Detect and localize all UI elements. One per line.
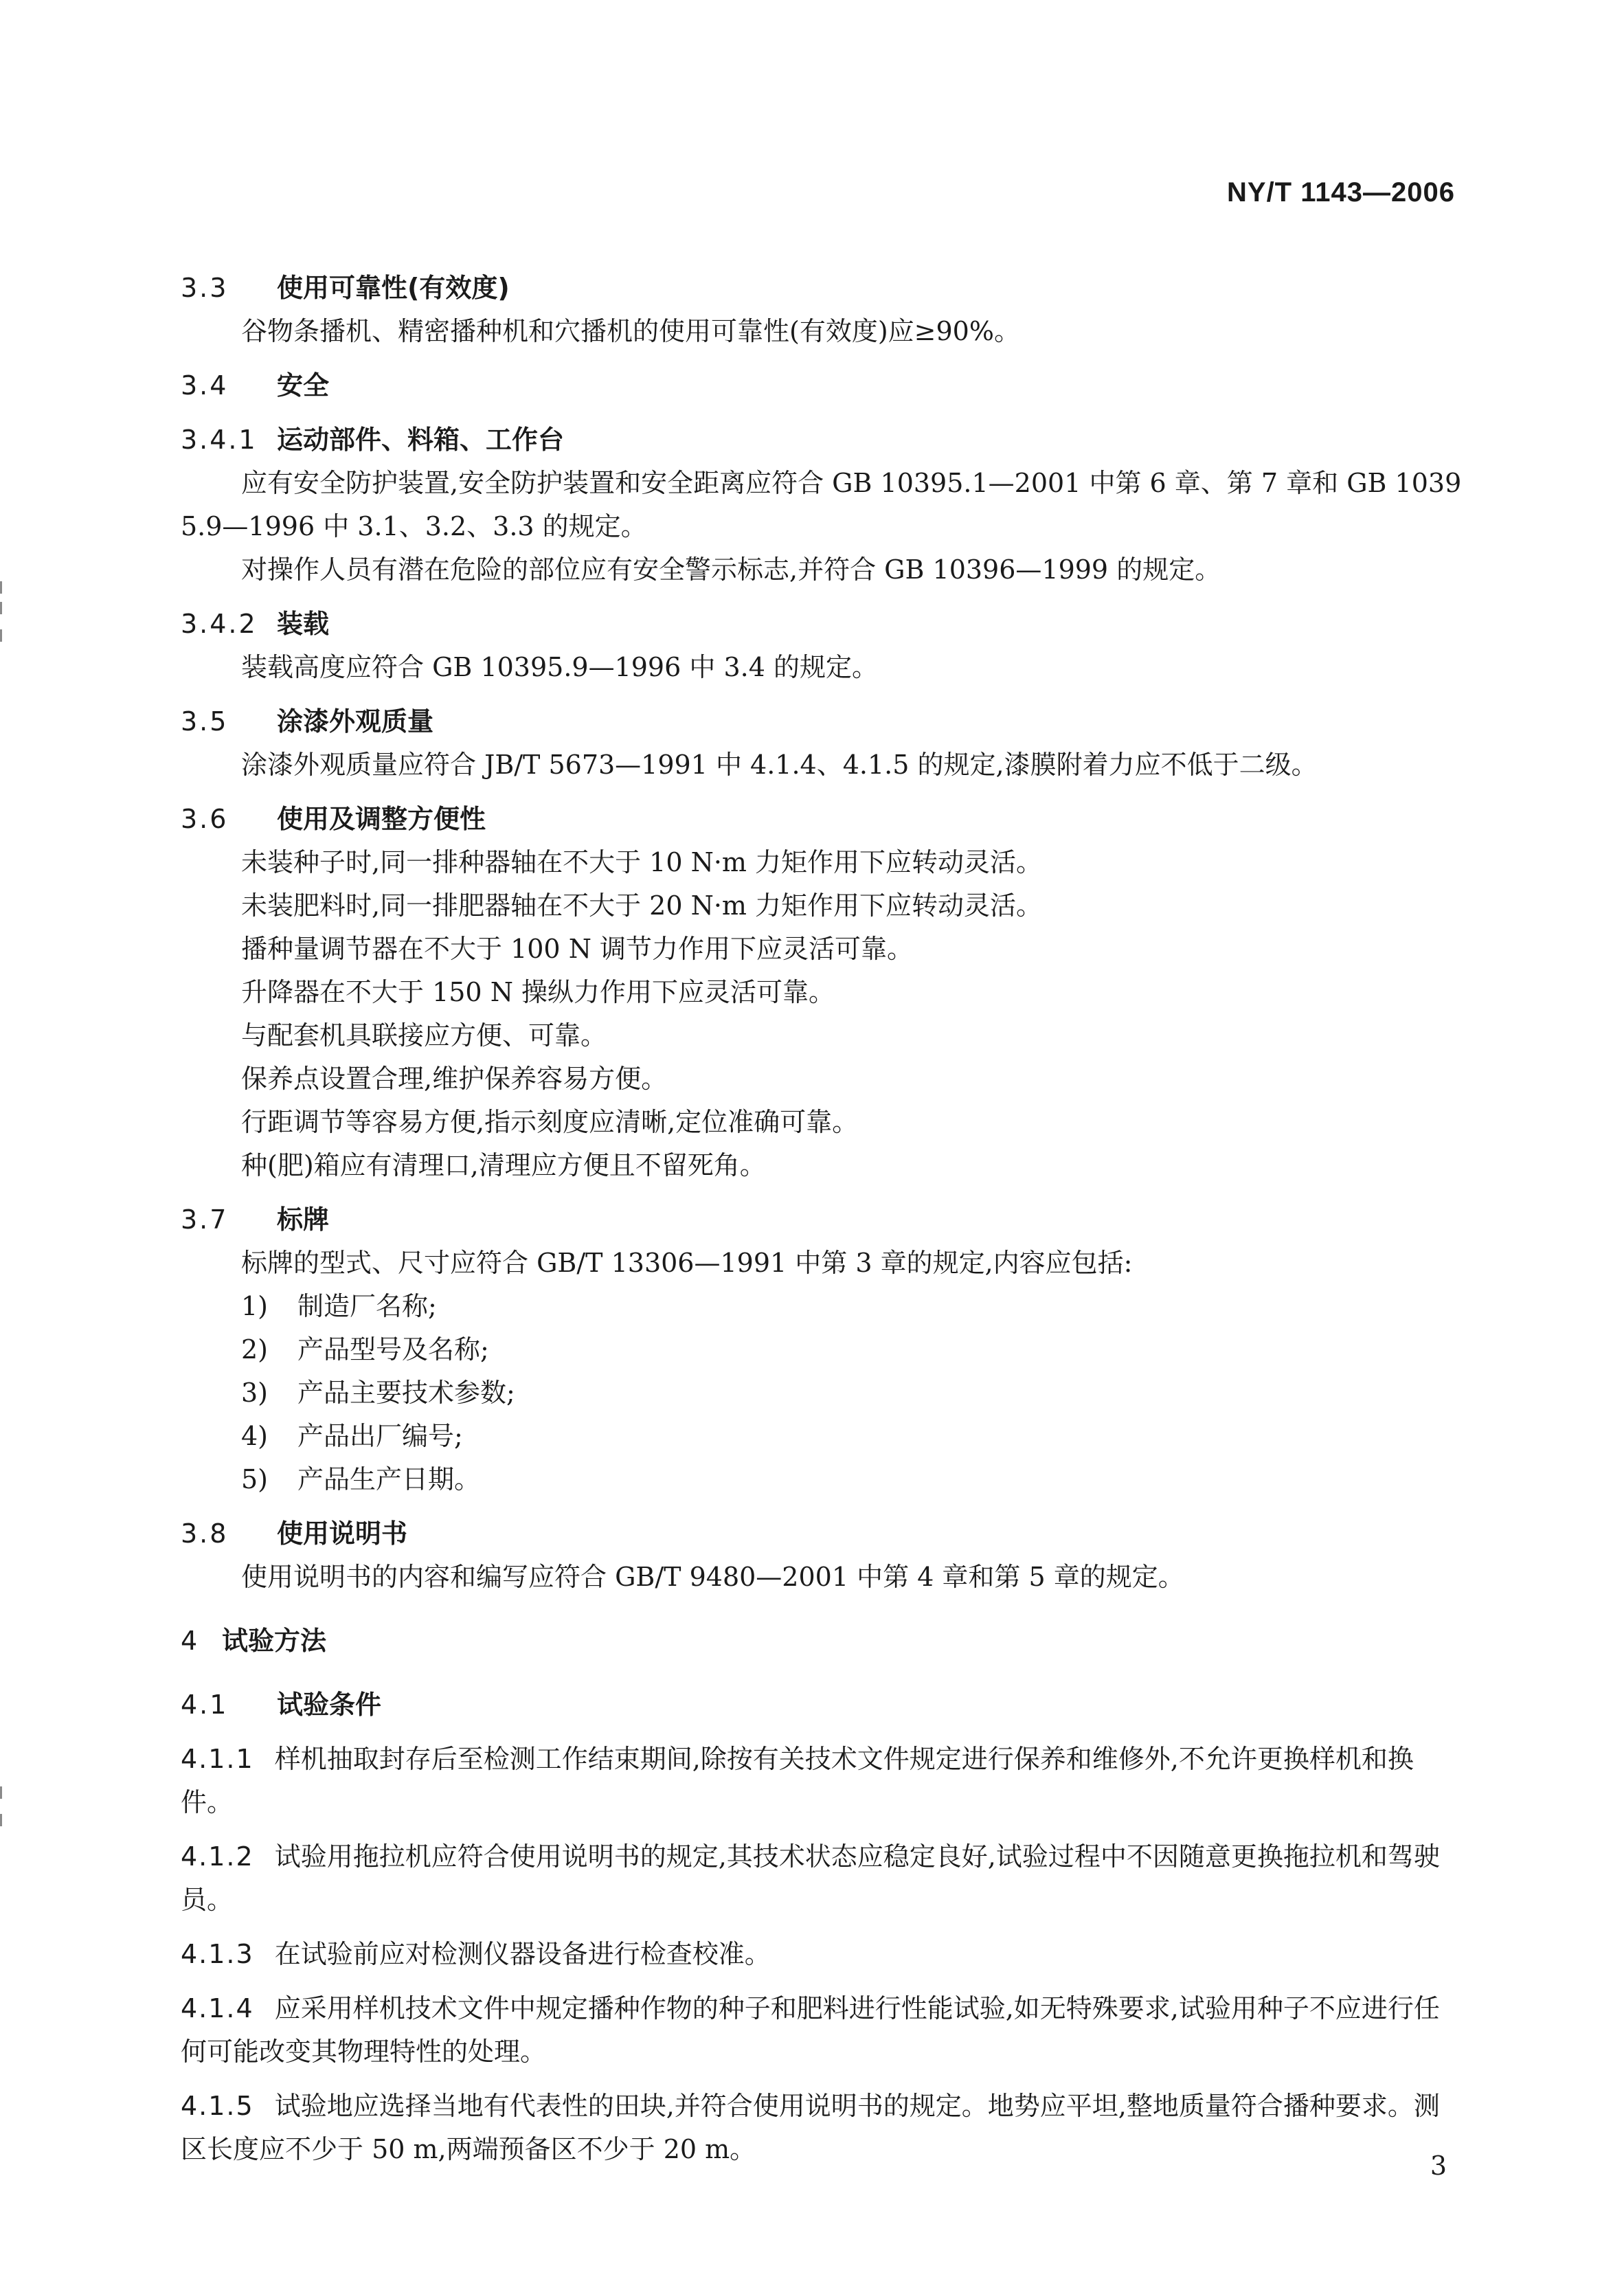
section-number: 3.4 <box>181 370 229 401</box>
scan-edge-mark <box>0 629 2 642</box>
list-item <box>181 1328 1464 1371</box>
list-item <box>181 1415 1464 1458</box>
scan-edge-mark <box>0 1786 2 1799</box>
list-item-text: 产品生产日期。 <box>297 1464 481 1494</box>
section-heading <box>181 1683 1464 1727</box>
section-number: 3.5 <box>181 706 229 737</box>
paragraph: 应有安全防护装置,安全防护装置和安全距离应符合 GB 10395.1—2001 中第 6 章、第 7 章和 GB 10395.9—1996 中 3.1、3.2、3.3 的规定。 <box>181 468 1462 541</box>
paragraph: 装载高度应符合 GB 10395.9—1996 中 3.4 的规定。 <box>241 652 878 682</box>
list-item-text: 产品主要技术参数; <box>297 1378 515 1408</box>
paragraph: 播种量调节器在不大于 100 N 调节力作用下应灵活可靠。 <box>241 934 914 964</box>
list-item-text: 制造厂名称; <box>297 1291 437 1321</box>
list-item <box>181 1285 1464 1328</box>
section-number: 3.8 <box>181 1518 229 1549</box>
paragraph: 标牌的型式、尺寸应符合 GB/T 13306—1991 中第 3 章的规定,内容应包括: <box>241 1248 1133 1278</box>
section-title: 使用可靠性(有效度) <box>277 273 510 303</box>
list-item-number: 3) <box>241 1378 269 1408</box>
paragraph: 未装种子时,同一排种器轴在不大于 10 N·m 力矩作用下应转动灵活。 <box>241 847 1043 877</box>
clause-text: 试验地应选择当地有代表性的田块,并符合使用说明书的规定。地势应平坦,整地质量符合播种要求。测区长度应不少于 50 m,两端预备区不少于 20 m。 <box>181 2091 1440 2164</box>
paragraph: 与配套机具联接应方便、可靠。 <box>241 1020 607 1051</box>
clause-text: 应采用样机技术文件中规定播种作物的种子和肥料进行性能试验,如无特殊要求,试验用种子不应进行任何可能改变其物理特性的处理。 <box>181 1993 1440 2067</box>
list-item-number: 4) <box>241 1421 269 1451</box>
section-number: 4 <box>181 1626 200 1656</box>
section-title: 安全 <box>277 370 330 401</box>
numbered-paragraph <box>181 1933 1464 1976</box>
section-title: 试验方法 <box>222 1626 327 1656</box>
numbered-paragraph <box>181 1987 1464 2074</box>
section-heading <box>181 700 1464 743</box>
paragraph: 种(肥)箱应有清理口,清理应方便且不留死角。 <box>241 1150 766 1180</box>
section-heading <box>181 364 1464 407</box>
list-item-number: 2) <box>241 1334 269 1365</box>
scan-edge-mark <box>0 602 2 614</box>
section-number: 3.6 <box>181 804 229 834</box>
list-item <box>181 1371 1464 1415</box>
numbered-paragraph <box>181 2085 1464 2171</box>
paragraph: 行距调节等容易方便,指示刻度应清晰,定位准确可靠。 <box>241 1107 859 1137</box>
paragraph: 使用说明书的内容和编写应符合 GB/T 9480—2001 中第 4 章和第 5 章的规定。 <box>241 1562 1184 1592</box>
section-title: 运动部件、料箱、工作台 <box>277 425 565 455</box>
section-number: 3.4.2 <box>181 609 258 639</box>
section-heading <box>181 1198 1464 1242</box>
section-title: 试验条件 <box>277 1690 382 1720</box>
section-heading <box>181 267 1464 310</box>
section-title: 使用及调整方便性 <box>277 804 486 834</box>
clause-number: 4.1.5 <box>181 2091 254 2121</box>
clause-text: 在试验前应对检测仪器设备进行检查校准。 <box>274 1939 771 1969</box>
list-item-number: 1) <box>241 1291 269 1321</box>
list-item-text: 产品型号及名称; <box>297 1334 489 1365</box>
section-heading <box>181 418 1464 462</box>
list-item-text: 产品出厂编号; <box>297 1421 463 1451</box>
section-number: 3.4.1 <box>181 425 258 455</box>
clause-number: 4.1.1 <box>181 1744 254 1774</box>
clause-number: 4.1.4 <box>181 1993 254 2023</box>
section-title: 标牌 <box>277 1204 330 1235</box>
section-number: 3.7 <box>181 1204 229 1235</box>
standard-code: NY/T 1143—2006 <box>1227 177 1455 208</box>
page-number: 3 <box>1430 2151 1447 2181</box>
paragraph: 涂漆外观质量应符合 JB/T 5673—1991 中 4.1.4、4.1.5 的规定,漆膜附着力应不低于二级。 <box>241 750 1318 780</box>
section-number: 3.3 <box>181 273 229 303</box>
clause-text: 试验用拖拉机应符合使用说明书的规定,其技术状态应稳定良好,试验过程中不因随意更换拖拉机和驾驶员。 <box>181 1841 1440 1915</box>
section-title: 装载 <box>277 609 330 639</box>
clause-number: 4.1.2 <box>181 1841 254 1872</box>
numbered-paragraph <box>181 1738 1464 1824</box>
scan-edge-mark <box>0 581 2 594</box>
section-heading <box>181 1512 1464 1556</box>
numbered-paragraph <box>181 1835 1464 1922</box>
section-title: 涂漆外观质量 <box>277 706 434 737</box>
scan-edge-mark <box>0 1814 2 1826</box>
section-number: 4.1 <box>181 1690 229 1720</box>
section-heading <box>181 798 1464 841</box>
paragraph: 谷物条播机、精密播种机和穴播机的使用可靠性(有效度)应≥90%。 <box>241 316 1020 346</box>
list-item-number: 5) <box>241 1464 269 1494</box>
clause-number: 4.1.3 <box>181 1939 254 1969</box>
clause-text: 样机抽取封存后至检测工作结束期间,除按有关技术文件规定进行保养和维修外,不允许更换样机和换件。 <box>181 1744 1414 1817</box>
list-item <box>181 1458 1464 1501</box>
paragraph: 未装肥料时,同一排肥器轴在不大于 20 N·m 力矩作用下应转动灵活。 <box>241 890 1043 921</box>
paragraph: 升降器在不大于 150 N 操纵力作用下应灵活可靠。 <box>241 977 835 1007</box>
section-title: 使用说明书 <box>277 1518 408 1549</box>
section-heading <box>181 603 1464 646</box>
paragraph: 对操作人员有潜在危险的部位应有安全警示标志,并符合 GB 10396—1999 的规定。 <box>241 554 1221 585</box>
chapter-heading <box>181 1619 1464 1663</box>
paragraph: 保养点设置合理,维护保养容易方便。 <box>241 1064 668 1094</box>
document-body <box>181 256 1464 2171</box>
